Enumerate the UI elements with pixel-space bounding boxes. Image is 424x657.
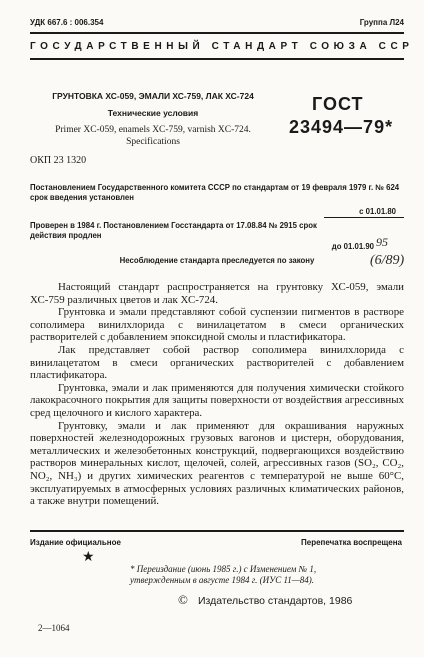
footer-rule: [30, 530, 404, 532]
udk-code: УДК 667.6 : 006.354: [30, 18, 104, 27]
body-paragraph: Лак представляет собой раствор сополимера винилхлорида с винилацетатом в смеси органических растворителей с добавлением пластификатора.: [30, 343, 404, 382]
reissue-note: [130, 564, 370, 586]
technical-conditions-label: Технические условия: [107, 108, 199, 118]
header-rule-top: [30, 32, 404, 34]
decree-introduction: Постановлением Государственного комитета СССР по стандартам от 19 февраля 1979 г. № 624 срок введения установлен: [30, 183, 400, 202]
legal-notice: Несоблюдение стандарта преследуется по закону: [119, 256, 315, 265]
standard-title: ГРУНТОВКА ХС-059, ЭМАЛИ ХС-759, ЛАК ХС-724: [52, 91, 254, 101]
intro-date-underline: [324, 217, 404, 218]
reissue-note-line2: утвержденным в августе 1984 г. (ИУС 11—84).: [130, 575, 315, 585]
english-title-line1: Primer XC-059, enamels XC-759, varnish XC-724.: [55, 125, 251, 135]
decree-extension: Проверен в 1984 г. Постановлением Госстандарта от 17.08.84 № 2915 срок действия продлен: [30, 221, 317, 240]
standard-body-text: [30, 281, 404, 508]
english-title-line2: Specifications: [126, 137, 180, 147]
body-paragraph: Грунтовка, эмали и лак применяются для получения химически стойкого лакокрасочного покрытия для защиты поверхности от воздействия агрессивных сред щелочного и кислого характера.: [30, 381, 404, 419]
introduction-date: с 01.01.80: [359, 207, 396, 216]
star-icon: ★: [82, 550, 95, 565]
copyright-icon: ©: [178, 592, 188, 607]
handwritten-year-correction: 95: [376, 235, 388, 249]
group-code: Группа Л24: [359, 18, 404, 27]
state-standard-banner: ГОСУДАРСТВЕННЫЙ СТАНДАРТ СОЮЗА ССР: [30, 41, 414, 52]
okp-code: ОКП 23 1320: [30, 155, 87, 166]
english-title: [34, 124, 272, 148]
body-paragraph: Грунтовку, эмали и лак применяют для окрашивания наружных поверхностей железнодорожных грузовых вагонов и цистерн, оборудования, металлических и железобетонных конструкций, подвергающихся воздействию растворов минеральных кислот, щелочей, солей, агрессивных газов (SO₂, CO₂, NO₂, NH₃) и других химических реагентов с температурой не выше 60°С, эксплуатируемых в атмосферных условиях различных климатических районов, а также внутри помещений.: [30, 419, 404, 508]
header-rule-bottom: [30, 58, 404, 60]
handwritten-note: (6/89): [370, 253, 405, 268]
print-code: 2—1064: [38, 623, 70, 633]
reissue-note-line1: * Переиздание (июнь 1985 г.) с Изменением № 1,: [130, 564, 317, 574]
gost-number: 23494—79*: [289, 117, 394, 137]
reprint-prohibited-label: Перепечатка воспрещена: [301, 538, 402, 547]
body-paragraph: Грунтовка и эмали представляют собой суспензии пигментов в растворе сополимера винилхлорида с винилацетатом в смеси органических растворителей с добавлением эпоксидной смолы и пластификатора.: [30, 306, 404, 344]
official-edition-label: Издание официальное: [30, 538, 121, 547]
publisher-line: Издательство стандартов, 1986: [198, 595, 353, 607]
body-paragraph: Настоящий стандарт распространяется на грунтовку ХС-059, эмали ХС-759 различных цветов и лак ХС-724.: [30, 281, 404, 306]
extension-date: до 01.01.90: [331, 242, 374, 251]
gost-label: ГОСТ: [312, 94, 364, 114]
